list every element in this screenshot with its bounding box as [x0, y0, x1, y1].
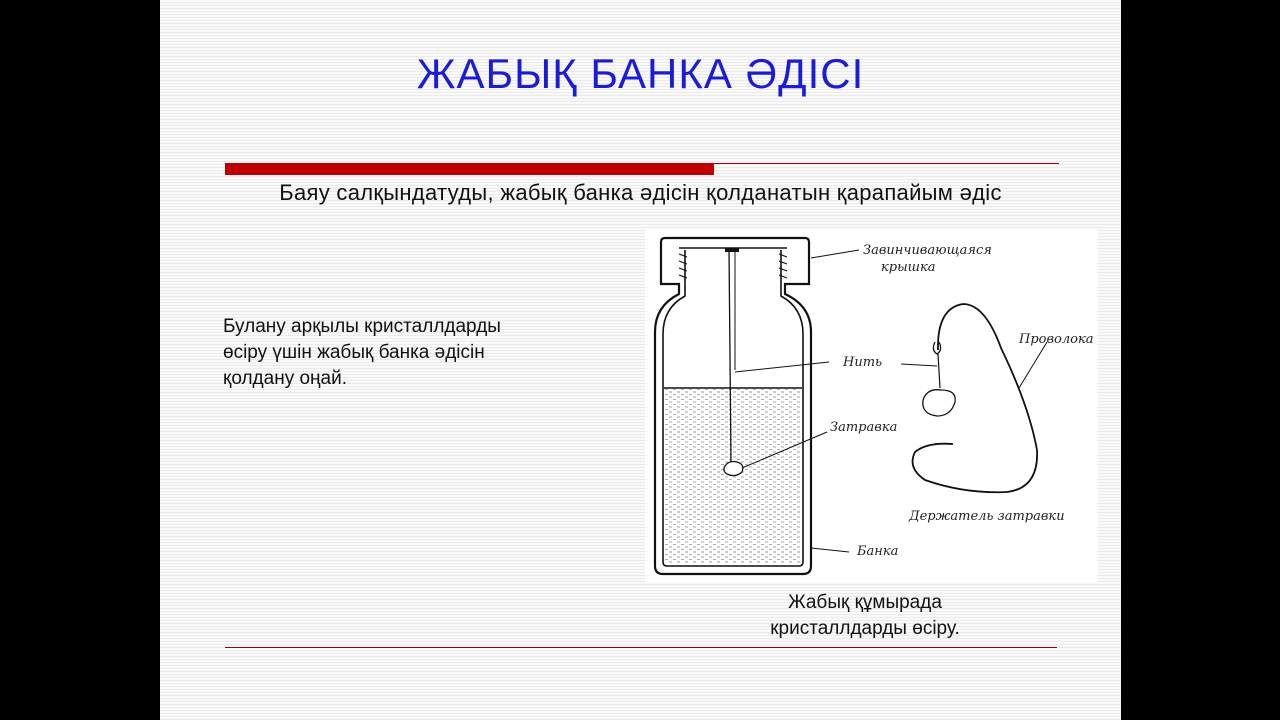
holder-seed-crystal: [923, 390, 955, 416]
slide: [160, 0, 1121, 720]
holder-thread-leader: [901, 364, 937, 366]
slide-subtitle: Баяу салқындатуды, жабық банка әдісін қолданатын қарапайым әдіс: [279, 180, 1002, 205]
body-line: Булану арқылы кристаллдарды: [223, 316, 501, 337]
thread-clip: [725, 248, 739, 252]
body-line: қолдану оңай.: [223, 368, 347, 389]
caption-line: кристаллдарды өсіру.: [770, 618, 960, 639]
diagram-caption: [715, 590, 1015, 642]
body-text: [223, 314, 603, 392]
title-accent-rule: [225, 163, 714, 175]
label-screw-lid-2: крышка: [881, 260, 936, 275]
seed-crystal: [724, 462, 743, 476]
label-screw-lid-1: Завинчивающаяся: [863, 243, 992, 258]
wire-leader: [1019, 342, 1047, 388]
lid-leader: [811, 250, 859, 258]
body-line: өсіру үшін жабық банка әдісін: [223, 342, 485, 363]
thread-leader: [735, 362, 829, 372]
bottom-rule: [225, 647, 1057, 648]
label-jar: Банка: [857, 544, 899, 559]
label-seed: Затравка: [830, 420, 898, 435]
holder-hook: [933, 342, 940, 354]
slide-title: ЖАБЫҚ БАНКА ӘДІСІ: [416, 50, 865, 97]
caption-line: Жабық құмырада: [788, 592, 942, 613]
closed-jar-diagram: [645, 230, 1098, 582]
label-thread: Нить: [843, 355, 883, 370]
label-wire: Проволока: [1019, 332, 1094, 347]
jar-leader: [811, 548, 849, 552]
holder-thread: [938, 354, 940, 388]
label-seed-holder: Держатель затравки: [909, 509, 1065, 524]
title-thin-rule: [714, 163, 1059, 164]
